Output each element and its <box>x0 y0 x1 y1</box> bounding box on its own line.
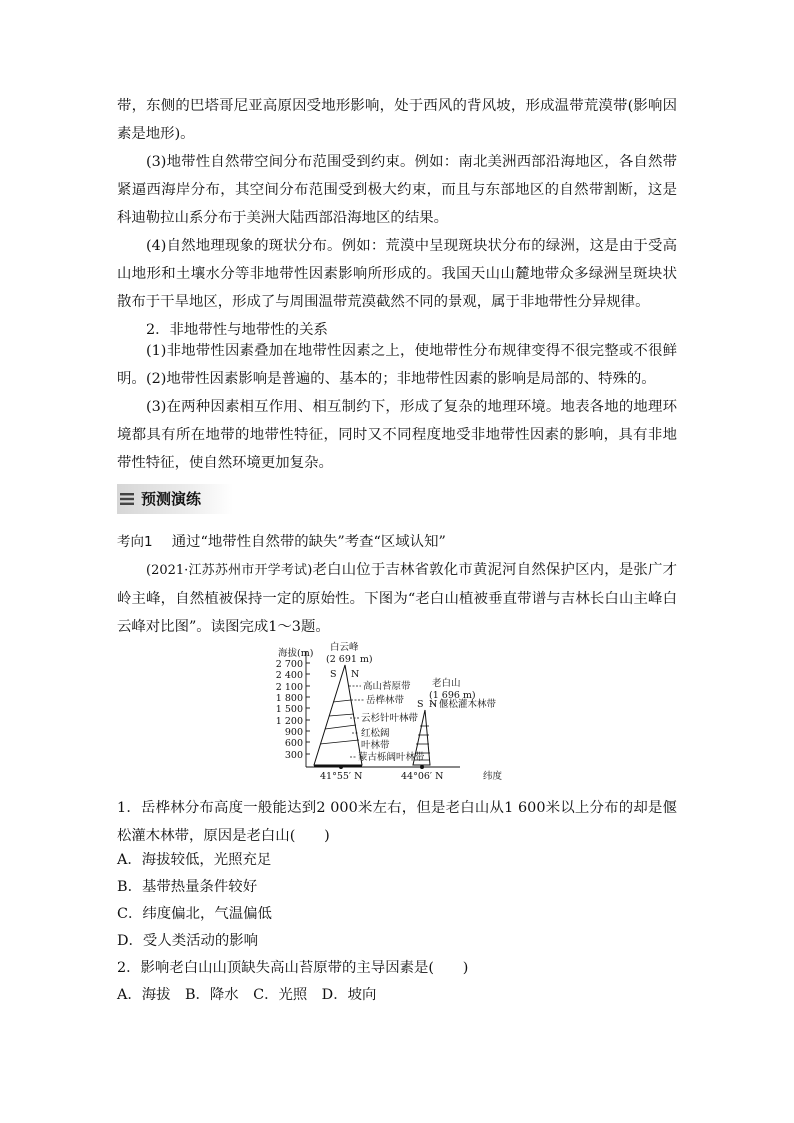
zone-label-alpine-tundra: 高山苔原带 <box>363 681 411 692</box>
kaoxiang-line <box>117 528 677 556</box>
zone-label-pine-broadleaf-2: 叶林带 <box>361 740 390 751</box>
y-tick-label: 1 500 <box>275 704 303 715</box>
relation-point-1: (1)非地带性因素叠加在地带性因素之上，使地带性分布规律变得不很完整或不很鲜明。 <box>117 343 677 387</box>
paragraph-4: (4)自然地理现象的斑状分布。例如：荒漠中呈现斑块状分布的绿洲，这是由于受高山地形和土壤水分等非地带性因素影响所形成的。我国天山山麓地带众多绿洲呈斑块状散布于干旱地区，形成了与周围温带荒漠截然不同的景观，属于非地带性分异规律。 <box>117 238 677 310</box>
y-axis-label: 海拔(m) <box>278 648 314 659</box>
intro-source: (2021·江苏苏州市开学考试) <box>146 563 313 578</box>
peak1-height: (2 691 m) <box>326 654 373 665</box>
zone-label-dwarf-pine: 偃松灌木林带 <box>439 699 497 710</box>
question-1-option-b: B．基带热量条件较好 <box>117 879 258 895</box>
y-tick-label: 2 400 <box>275 670 303 681</box>
question-1-stem: 1．岳桦林分布高度一般能达到2 000米左右，但是老白山从1 600米以上分布的却是偃松灌木林带，原因是老白山( ) <box>117 800 677 844</box>
peak1-name: 白云峰 <box>330 642 359 653</box>
question-2-options: A．海拔 B．降水 C．光照 D．坡向 <box>117 987 377 1003</box>
peak1-s-label: S <box>330 669 337 680</box>
kaoxiang-label: 考向1 <box>117 534 153 550</box>
y-tick-label: 1 800 <box>275 693 303 704</box>
peak2-name: 老白山 <box>432 678 461 689</box>
peak2-s-label: S <box>417 699 424 710</box>
paragraph-continuation: 带，东侧的巴塔哥尼亚高原因受地形影响，处于西风的背风坡，形成温带荒漠带(影响因素是地形)。 <box>117 98 677 142</box>
x-tick-point <box>339 765 343 769</box>
peak1-base <box>314 765 362 767</box>
x-tick-point <box>420 765 424 769</box>
y-tick-label: 1 200 <box>275 716 303 727</box>
x-tick-label: 44°06′ N <box>401 771 444 782</box>
intro-paragraph <box>117 556 677 641</box>
x-axis-label: 纬度 <box>483 771 503 782</box>
vegetation-zone-figure <box>270 640 526 782</box>
x-tick-label: 41°55′ N <box>320 771 363 782</box>
peak1-n-label: N <box>351 669 360 680</box>
question-1-option-d: D．受人类活动的影响 <box>117 933 259 949</box>
y-tick-label: 2 700 <box>275 659 303 670</box>
y-tick-label: 2 100 <box>275 682 303 693</box>
peak2-n-label: N <box>429 699 438 710</box>
subheading-relation: 2．非地带性与地带性的关系 <box>146 322 328 338</box>
y-tick-label: 900 <box>284 727 303 738</box>
relation-point-2: (2)地带性因素影响是普遍的、基本的；非地带性因素的影响是局部的、特殊的。 <box>146 371 656 387</box>
question-1-option-a: A．海拔较低，光照充足 <box>117 852 272 868</box>
y-tick-label: 300 <box>284 750 303 761</box>
kaoxiang-text: 通过“地带性自然带的缺失”考查“区域认知” <box>171 534 446 550</box>
intro-text: 老白山位于吉林省敦化市黄泥河自然保护区内，是张广才岭主峰，自然植被保持一定的原始性。下图为“老白山植被垂直带谱与吉林长白山主峰白云峰对比图”。读图完成1～3题。 <box>117 562 677 635</box>
zone-label-spruce: 云杉针叶林带 <box>361 713 419 724</box>
peak2-height: (1 696 m) <box>429 690 476 701</box>
zone-label-birch: 岳桦林带 <box>366 695 405 706</box>
question-2-stem: 2．影响老白山山顶缺失高山苔原带的主导因素是( ) <box>117 960 469 976</box>
question-1-option-c: C．纬度偏北，气温偏低 <box>117 906 272 922</box>
section-header <box>117 484 233 514</box>
list-icon <box>120 492 134 506</box>
section-title: 预测演练 <box>141 490 202 508</box>
zone-label-oak: 蒙古栎阔叶林带 <box>358 752 425 763</box>
paragraph-3: (3)地带性自然带空间分布范围受到约束。例如：南北美洲西部沿海地区，各自然带紧逼西海岸分布，其空间分布范围受到极大约束，而且与东部地区的自然带割断，这是科迪勒拉山系分布于美洲大陆西部沿海地区的结果。 <box>117 154 677 226</box>
zone-label-pine-broadleaf-1: 红松阔 <box>361 728 390 739</box>
relation-point-3: (3)在两种因素相互作用、相互制约下，形成了复杂的地理环境。地表各地的地理环境都具有所在地带的地带性特征，同时又不同程度地受非地带性因素的影响，具有非地带性特征，使自然环境更加复杂。 <box>117 399 677 471</box>
y-tick-label: 600 <box>284 738 303 749</box>
